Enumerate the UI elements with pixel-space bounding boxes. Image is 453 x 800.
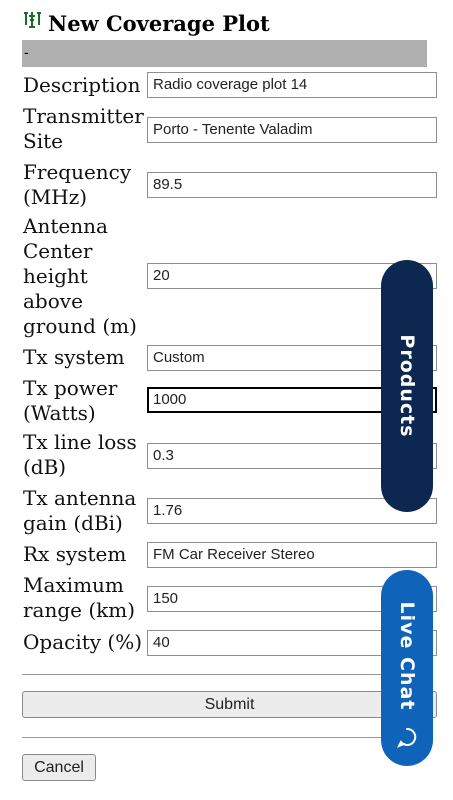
description-label: Description — [23, 73, 141, 97]
transmitter-site-select[interactable]: Porto - Tenente Valadim — [147, 117, 437, 143]
status-text: - — [24, 44, 29, 60]
tx-system-select[interactable]: Custom — [147, 345, 437, 371]
opacity-label: Opacity (%) — [23, 630, 143, 654]
maximum-range-label: Maximum range (km) — [23, 573, 136, 622]
tx-antenna-gain-input[interactable]: 1.76 — [147, 498, 437, 524]
divider — [22, 674, 427, 675]
maximum-range-input[interactable]: 150 — [147, 586, 437, 612]
tx-antenna-gain-label: Tx antenna gain (dBi) — [23, 486, 137, 535]
live-chat-tab[interactable] — [381, 570, 433, 766]
status-bar — [22, 40, 427, 67]
tx-line-loss-label: Tx line loss (dB) — [23, 430, 137, 479]
tx-line-loss-input[interactable]: 0.3 — [147, 443, 437, 469]
products-tab[interactable] — [381, 260, 433, 512]
antenna-height-input[interactable]: 20 — [147, 263, 437, 289]
page-title: New Coverage Plot — [48, 10, 270, 36]
transmitter-site-label: Transmitter Site — [23, 104, 144, 153]
antenna-tower-icon — [22, 10, 42, 30]
tx-power-input[interactable]: 1000 — [147, 387, 437, 413]
submit-button[interactable]: Submit — [22, 691, 437, 718]
antenna-height-label: Antenna Center height above ground (m) — [23, 214, 137, 338]
tx-power-label: Tx power (Watts) — [23, 376, 118, 425]
rx-system-select[interactable]: FM Car Receiver Stereo — [147, 542, 437, 568]
opacity-input[interactable]: 40 — [147, 630, 437, 656]
tx-system-label: Tx system — [23, 345, 125, 369]
cancel-button[interactable]: Cancel — [22, 754, 96, 781]
page-title-row — [22, 9, 270, 37]
frequency-label: Frequency (MHz) — [23, 160, 132, 209]
frequency-input[interactable]: 89.5 — [147, 172, 437, 198]
chat-bubble-icon — [396, 726, 418, 748]
products-tab-label: Products — [396, 334, 418, 438]
rx-system-label: Rx system — [23, 542, 127, 566]
divider — [22, 737, 427, 738]
live-chat-tab-label: Live Chat — [396, 601, 418, 711]
description-input[interactable]: Radio coverage plot 14 — [147, 72, 437, 98]
